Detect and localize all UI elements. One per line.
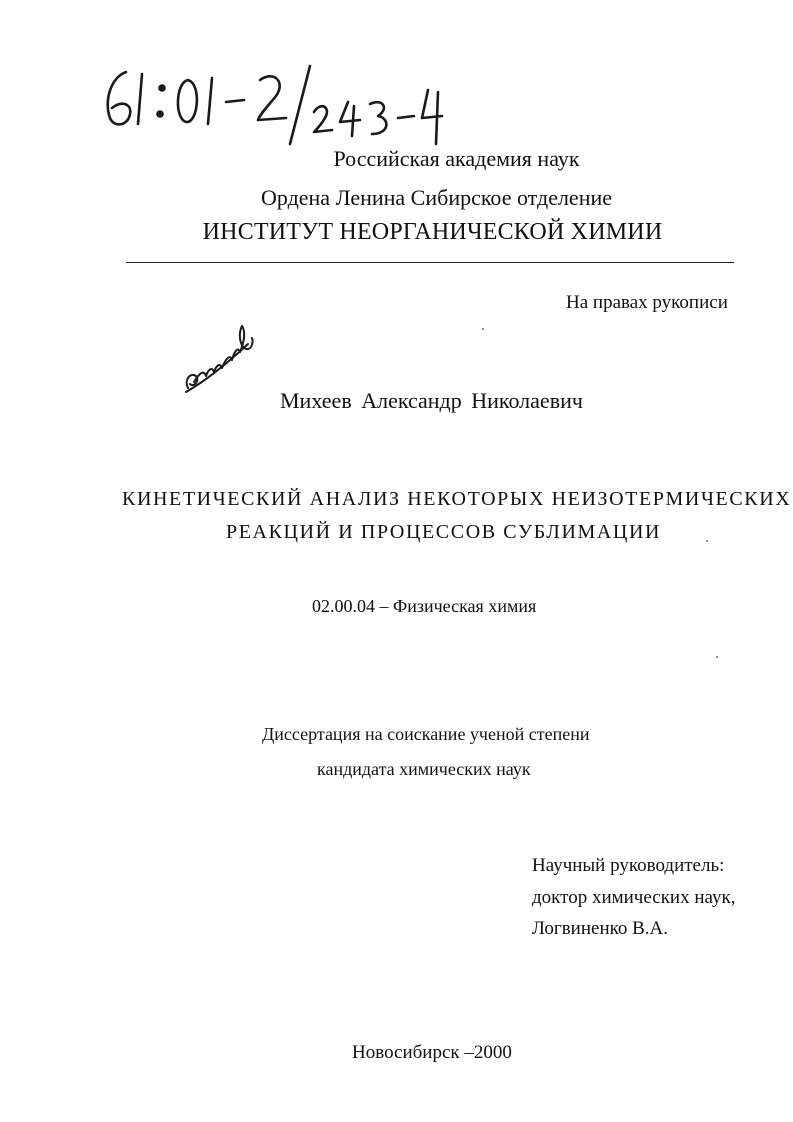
handwritten-archive-code <box>92 60 472 150</box>
scan-speck <box>482 328 484 330</box>
degree-statement-line-1: Диссертация на соискание ученой степени <box>262 724 590 744</box>
branch-name: Ордена Ленина Сибирское отделение <box>260 185 613 210</box>
scan-speck <box>716 656 718 658</box>
dissertation-title-line-2: РЕАКЦИЙ И ПРОЦЕССОВ СУБЛИМАЦИИ <box>226 521 662 543</box>
signature-image <box>180 322 260 402</box>
manuscript-note: На правах рукописи <box>566 292 728 313</box>
supervisor-label: Научный руководитель: <box>532 855 725 876</box>
supervisor-degree: доктор химических наук, <box>532 887 736 908</box>
supervisor-name: Логвиненко В.А. <box>532 918 669 939</box>
city-year: Новосибирск –2000 <box>352 1042 512 1063</box>
scan-speck <box>706 540 708 542</box>
signature-strokes <box>180 322 260 402</box>
institute-name: ИНСТИТУТ НЕОРГАНИЧЕСКОЙ ХИМИИ <box>202 219 663 245</box>
specialty-code: 02.00.04 – Физическая химия <box>312 596 537 616</box>
author-name: Михеев Александр Николаевич <box>280 388 583 413</box>
dissertation-title-line-1: КИНЕТИЧЕСКИЙ АНАЛИЗ НЕКОТОРЫХ НЕИЗОТЕРМИЧЕСКИХ <box>122 488 792 510</box>
degree-statement-line-2: кандидата химических наук <box>317 759 531 779</box>
header-divider <box>126 262 734 263</box>
handwritten-archive-code-strokes <box>92 60 472 150</box>
academy-name: Российская академия наук <box>333 146 580 171</box>
